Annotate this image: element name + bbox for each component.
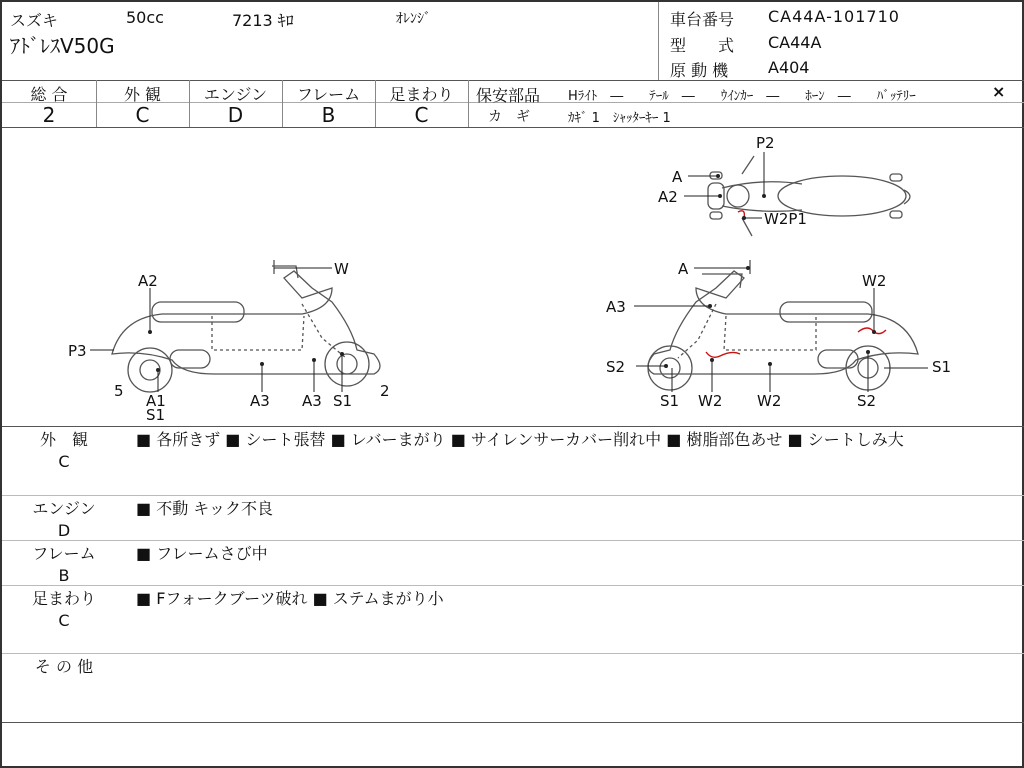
label-right-s1b: S1	[660, 392, 680, 410]
label-left-2: 2	[380, 382, 390, 400]
displacement: 50cc	[126, 8, 164, 27]
label-left-s1b: S1	[146, 406, 166, 424]
divider	[658, 2, 659, 80]
section-exterior-text: ■ 各所きず ■ シート張替 ■ レバーまがり ■ サイレンサーカバー削れ中 ■ 樹脂部色あせ ■ シートしみ大	[136, 430, 904, 449]
type-label: 型 式	[670, 36, 735, 55]
section-other-title: そ の 他	[34, 657, 94, 676]
label-left-5: 5	[114, 382, 124, 400]
model-name: ｱﾄﾞﾚｽV50G	[10, 34, 115, 58]
damage-marks	[706, 211, 886, 357]
label-top-p2: P2	[756, 134, 775, 152]
label-right-w2top: W2	[862, 272, 887, 290]
safety-items: Hﾗｲﾄ ― ﾃｰﾙ ― ｳｲﾝｶｰ ― ﾎｰﾝ ― ﾊﾞｯﾃﾘｰ	[568, 89, 916, 104]
section-suspension-title: 足まわり C	[31, 589, 96, 630]
divider	[2, 722, 1024, 723]
divider	[2, 80, 1024, 81]
top-view-drawing	[708, 156, 910, 236]
section-frame-text: ■ フレームさび中	[136, 544, 268, 563]
type-value: CA44A	[768, 33, 822, 52]
frame-no: CA44A-101710	[768, 7, 900, 26]
label-right-s2b: S2	[857, 392, 877, 410]
section-exterior-title: 外 観 C	[39, 430, 88, 471]
grade-engine-value: D	[227, 103, 244, 127]
grade-overall-value: 2	[42, 103, 56, 127]
label-left-a2: A2	[138, 272, 158, 290]
engine-value: A404	[768, 58, 810, 77]
label-right-w2b: W2	[757, 392, 782, 410]
label-left-a3b: A3	[302, 392, 322, 410]
grade-exterior-label: 外 観	[123, 85, 162, 104]
label-right-a3: A3	[606, 298, 626, 316]
label-left-w: W	[334, 260, 349, 278]
divider	[468, 80, 469, 127]
divider	[2, 426, 1024, 427]
grade-frame-label: フレーム	[296, 85, 361, 104]
grade-frame-value: B	[321, 103, 336, 127]
color: ｵﾚﾝｼﾞ	[396, 11, 431, 27]
grade-exterior-value: C	[135, 103, 150, 127]
label-right-a: A	[678, 260, 689, 278]
key-label: カ ギ	[488, 109, 530, 125]
scooter-diagrams	[2, 128, 1024, 426]
grade-suspension-label: 足まわり	[389, 85, 454, 104]
grade-overall-label: 総 合	[30, 85, 68, 104]
key-value: ｶｷﾞ 1 ｼｬｯﾀｰｷｰ 1	[568, 111, 671, 126]
section-engine-title: エンジン D	[32, 499, 96, 540]
label-right-s1: S1	[932, 358, 952, 376]
frame-no-label: 車台番号	[670, 10, 735, 29]
maker: スズキ	[10, 11, 59, 30]
label-left-s1: S1	[333, 392, 353, 410]
label-left-a3a: A3	[250, 392, 270, 410]
engine-label: 原 動 機	[670, 61, 729, 80]
safety-label: 保安部品	[476, 86, 541, 105]
section-frame-title: フレーム B	[32, 544, 96, 585]
divider	[2, 495, 1024, 496]
divider	[2, 540, 1024, 541]
section-engine-text: ■ 不動 キック不良	[136, 499, 273, 518]
label-top-a2: A2	[658, 188, 678, 206]
grade-suspension-value: C	[414, 103, 429, 127]
label-right-s2: S2	[606, 358, 626, 376]
battery-mark: ×	[992, 82, 1006, 101]
label-top-a: A	[672, 168, 683, 186]
section-suspension-text: ■ Fフォークブーツ破れ ■ ステムまがり小	[136, 589, 444, 608]
grade-engine-label: エンジン	[203, 85, 268, 104]
label-right-w2a: W2	[698, 392, 723, 410]
label-left-a1: A1	[146, 392, 166, 410]
label-top-w2p1: W2P1	[764, 210, 807, 228]
divider	[2, 585, 1024, 586]
divider	[2, 653, 1024, 654]
mileage: 7213 ｷﾛ	[232, 11, 294, 30]
label-left-p3: P3	[68, 342, 87, 360]
